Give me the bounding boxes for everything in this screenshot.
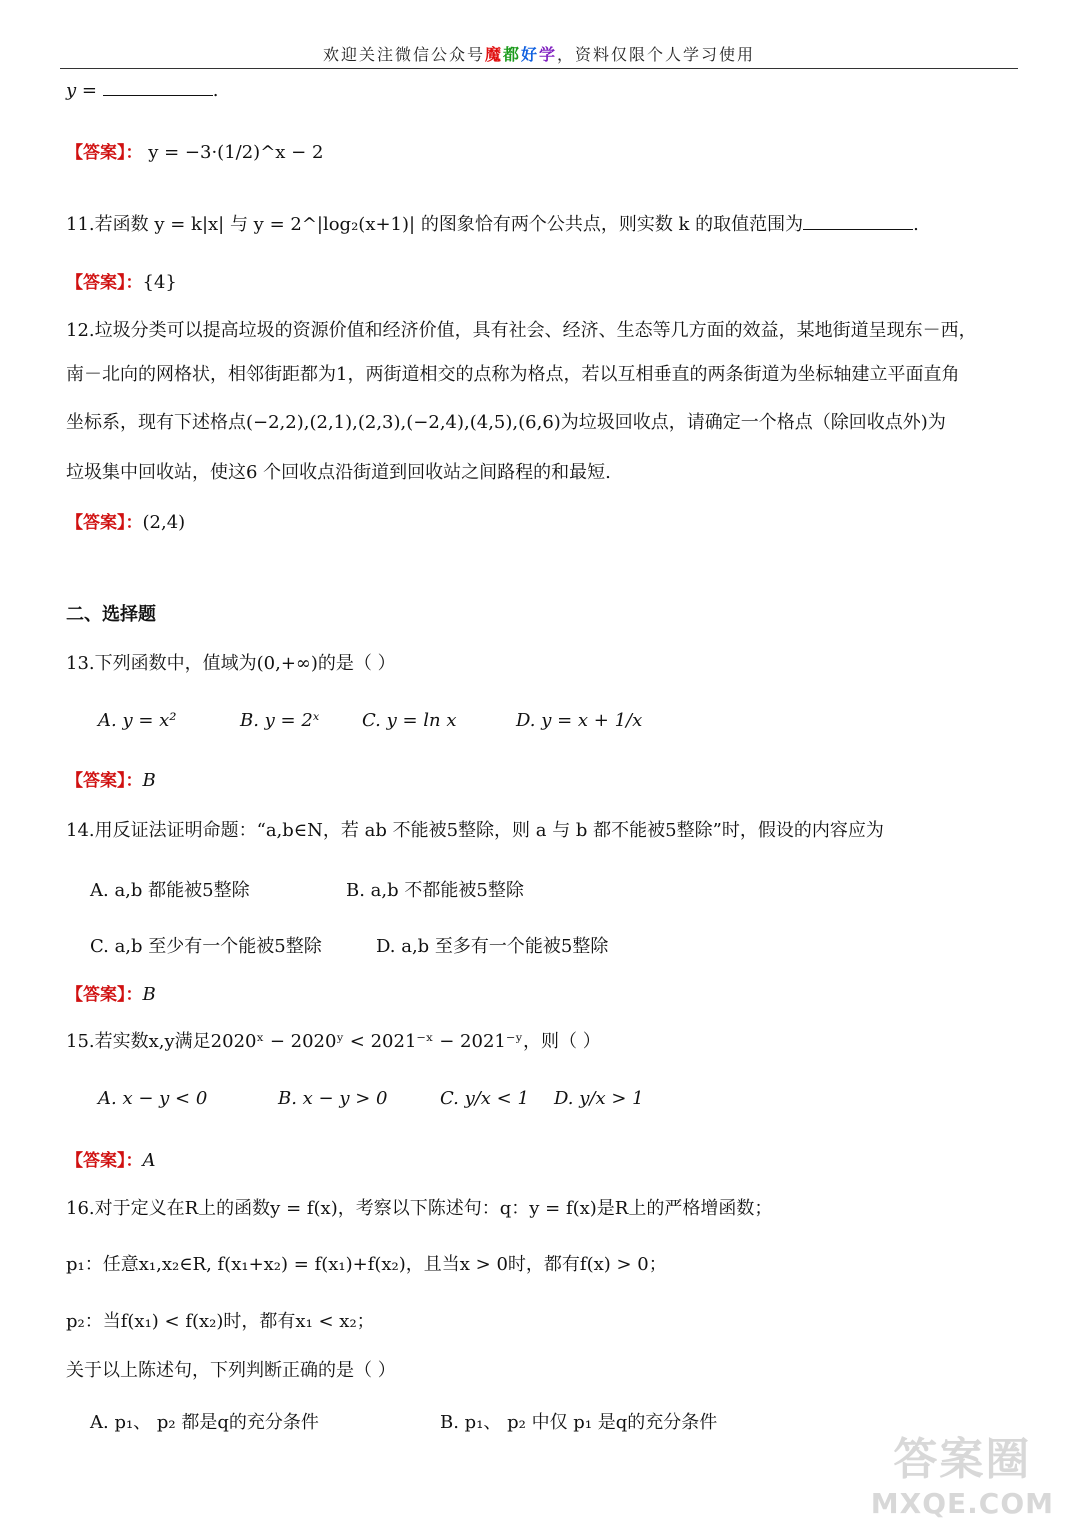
q15-option-c: C. y/x < 1	[440, 1088, 529, 1109]
header-divider	[60, 68, 1018, 69]
q12-line-3: 坐标系，现有下述格点(−2,2),(2,1),(2,3),(−2,4),(4,5),(6,6)为垃圾回收点，请确定一个格点（除回收点外)为	[66, 412, 946, 433]
q14-text: 14.用反证法证明命题：“a,b∈N，若 ab 不能被5整除，则 a 与 b 都不能被5整除”时，假设的内容应为	[66, 820, 884, 841]
q14-option-d: D. a,b 至多有一个能被5整除	[376, 936, 609, 957]
q13-answer-value: B	[142, 770, 156, 791]
q10-answer	[66, 142, 323, 164]
answer-blank	[103, 81, 213, 96]
q14-answer	[66, 984, 156, 1006]
q13-option-b: B. y = 2ˣ	[240, 710, 320, 731]
q16-option-a: A. p₁、 p₂ 都是q的充分条件	[90, 1412, 319, 1433]
answer-label: 【答案】：	[66, 771, 143, 791]
q11-stem: 11.若函数 y = k|x| 与 y = 2^|log₂(x+1)| 的图象恰有两个公共点，则实数 k 的取值范围为	[66, 214, 804, 235]
q15-answer	[66, 1150, 156, 1172]
q13-option-a: A. y = x²	[98, 710, 177, 731]
q10-lead: y =	[66, 80, 97, 101]
answer-label: 【答案】：	[66, 273, 143, 293]
answer-label: 【答案】：	[66, 513, 143, 533]
brand-char-3: 好	[521, 45, 540, 64]
q12-line-4: 垃圾集中回收站，使这6 个回收点沿街道到回收站之间路程的和最短.	[66, 462, 611, 483]
q16-p2: p₂：当f(x₁) < f(x₂)时，都有x₁ < x₂；	[66, 1311, 375, 1332]
answer-blank	[803, 215, 913, 230]
q16-option-b: B. p₁、 p₂ 中仅 p₁ 是q的充分条件	[440, 1412, 718, 1433]
q13-answer	[66, 770, 156, 792]
q14-option-a: A. a,b 都能被5整除	[90, 880, 250, 901]
q15-option-a: A. x − y < 0	[98, 1088, 208, 1109]
q12-answer-value: (2,4)	[142, 512, 186, 533]
q11-answer	[66, 272, 177, 294]
answer-label: 【答案】：	[66, 1151, 143, 1171]
watermark-logo	[871, 1423, 1054, 1520]
header-prefix: 欢迎关注微信公众号	[322, 45, 485, 64]
q15-option-b: B. x − y > 0	[278, 1088, 388, 1109]
q15-text: 15.若实数x,y满足2020ˣ − 2020ʸ < 2021⁻ˣ − 2021⁻ʸ，则（ ）	[66, 1031, 601, 1052]
brand-char-4: 学	[539, 45, 558, 64]
q13-text: 13.下列函数中，值域为(0,+∞)的是（ ）	[66, 653, 396, 674]
q16-text: 16.对于定义在R上的函数y = f(x)，考察以下陈述句：q：y = f(x)是R上的严格增函数；	[66, 1198, 773, 1219]
q15-option-d: D. y/x > 1	[554, 1088, 644, 1109]
q14-option-c: C. a,b 至少有一个能被5整除	[90, 936, 322, 957]
header-suffix: ，资料仅限个人学习使用	[557, 45, 756, 64]
q10-answer-formula: y = −3·(1/2)^x − 2	[148, 142, 324, 163]
q12-line-1: 12.垃圾分类可以提高垃圾的资源价值和经济价值，具有社会、经济、生态等几方面的效益，某地街道呈现东－西，	[66, 320, 977, 341]
answer-label: 【答案】：	[66, 985, 143, 1005]
q12-line-2: 南－北向的网格状，相邻街距都为1，两街道相交的点称为格点，若以互相垂直的两条街道为坐标轴建立平面直角	[66, 364, 960, 385]
q14-option-b: B. a,b 不都能被5整除	[346, 880, 524, 901]
answer-label: 【答案】：	[66, 143, 143, 163]
q13-option-c: C. y = ln x	[362, 710, 457, 731]
q12-answer	[66, 512, 185, 534]
page-header	[60, 42, 1018, 65]
watermark-top: 答案圈	[893, 1434, 1032, 1485]
brand-char-2: 都	[502, 45, 521, 64]
q11-answer-value: {4}	[142, 272, 177, 293]
q15-answer-value: A	[142, 1150, 156, 1171]
brand-char-1: 魔	[484, 45, 503, 64]
q14-answer-value: B	[142, 984, 156, 1005]
q16-ask: 关于以上陈述句，下列判断正确的是（ ）	[66, 1360, 396, 1381]
q13-option-d: D. y = x + 1/x	[516, 710, 643, 731]
q11-text: 11.若函数 y = k|x| 与 y = 2^|log₂(x+1)| 的图象恰有两个公共点，则实数 k 的取值范围为 .	[66, 214, 919, 235]
watermark-bottom: MXQE.COM	[870, 1487, 1054, 1520]
section-title: 二、选择题	[66, 604, 156, 625]
q16-p1: p₁：任意x₁,x₂∈R, f(x₁+x₂) = f(x₁)+f(x₂)，且当x > 0时，都有f(x) > 0；	[66, 1254, 667, 1275]
q10-blank-line: y = .	[66, 80, 219, 101]
